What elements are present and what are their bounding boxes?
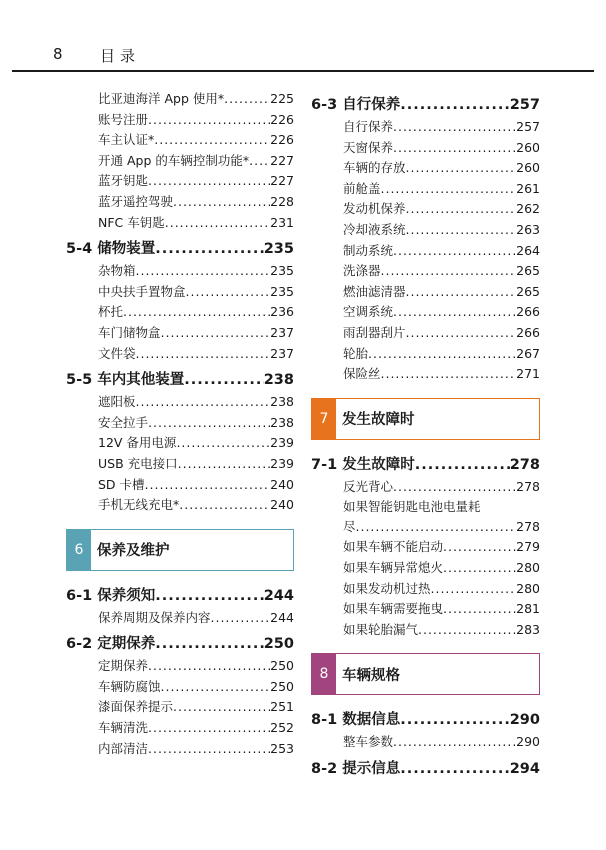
toc-entry[interactable] [66, 110, 294, 131]
chapter-number: 7 [312, 399, 336, 439]
entry-page: 264 [516, 242, 540, 258]
entry-title: 如果车辆不能启动 [343, 539, 444, 555]
toc-section[interactable] [66, 584, 294, 608]
dot-leader [184, 368, 263, 392]
toc-entry[interactable] [66, 697, 294, 718]
entry-title: 杯托 [98, 304, 124, 320]
entry-title: 制动系统 [343, 242, 394, 258]
entry-page: 236 [270, 304, 294, 320]
chapter-title: 车辆规格 [342, 667, 400, 684]
entry-page: 227 [270, 173, 294, 189]
entry-title: 燃油滤清器 [343, 283, 406, 299]
dot-leader [415, 453, 510, 477]
toc-right-column [311, 89, 540, 781]
entry-title: USB 充电接口 [98, 455, 178, 471]
entry-page: 238 [270, 394, 294, 410]
entry-page: 235 [270, 283, 294, 299]
dot-leader [211, 608, 271, 629]
entry-page: 266 [516, 304, 540, 320]
entry-page: 250 [270, 678, 294, 694]
entry-title: 发动机保养 [343, 201, 406, 217]
section-title: 6-2 定期保养 [66, 636, 156, 653]
entry-page: 231 [270, 214, 294, 230]
entry-title: 冷却液系统 [343, 221, 406, 237]
entry-title: 文件袋 [98, 345, 136, 361]
toc-entry[interactable] [66, 495, 294, 516]
entry-title: 轮胎 [343, 345, 369, 361]
entry-page: 257 [516, 119, 540, 134]
dot-leader [443, 599, 516, 620]
entry-title: 车辆防腐蚀 [98, 678, 161, 694]
dot-leader [186, 282, 271, 303]
section-page: 250 [263, 636, 294, 653]
toc-entry[interactable] [311, 220, 540, 241]
toc-entry[interactable] [311, 732, 540, 753]
entry-page: 281 [516, 601, 540, 617]
entry-page: 235 [270, 263, 294, 279]
entry-title: 前舱盖 [343, 180, 381, 196]
toc-entry[interactable] [66, 656, 294, 677]
entry-title: 车辆清洗 [98, 720, 149, 736]
chapter-title: 发生故障时 [342, 412, 415, 429]
entry-title: SD 卡槽 [98, 476, 145, 492]
entry-page: 262 [516, 201, 540, 217]
entry-page: 266 [516, 324, 540, 340]
toc-entry[interactable] [66, 130, 294, 151]
header-rule [12, 70, 594, 72]
entry-title: 遮阳板 [98, 394, 136, 410]
entry-title: 杂物箱 [98, 263, 136, 279]
entry-page: 283 [516, 621, 540, 637]
dot-leader [356, 517, 517, 537]
dot-leader [393, 117, 516, 138]
dot-leader [123, 302, 270, 323]
toc-entry[interactable] [311, 241, 540, 262]
dot-leader [155, 237, 263, 261]
entry-page: 280 [516, 559, 540, 575]
entry-title: 车门储物盒 [98, 324, 161, 340]
entry-title: 如果智能钥匙电池电量耗 [343, 499, 481, 515]
entry-title: 车辆的存放 [343, 160, 406, 176]
section-page: 244 [263, 587, 294, 604]
toc-entry[interactable] [311, 302, 540, 323]
entry-page: 253 [270, 740, 294, 756]
dot-leader [176, 433, 270, 454]
entry-page: 240 [270, 497, 294, 513]
dot-leader [178, 454, 271, 475]
toc-entry[interactable] [66, 413, 294, 434]
toc-entry[interactable] [311, 282, 540, 303]
toc-entry[interactable] [66, 302, 294, 323]
dot-leader [148, 110, 270, 131]
dot-leader [136, 344, 271, 365]
toc-entry[interactable] [311, 579, 540, 600]
entry-title: 空调系统 [343, 304, 394, 320]
entry-page: 279 [516, 539, 540, 555]
dot-leader [400, 93, 509, 117]
toc-entry[interactable] [66, 192, 294, 213]
entry-title: 手机无线充电* [98, 497, 180, 513]
toc-entry[interactable] [66, 739, 294, 760]
entry-page: 240 [270, 476, 294, 492]
toc-section[interactable] [311, 757, 540, 781]
toc-section[interactable] [66, 632, 294, 656]
entry-page: 261 [516, 180, 540, 196]
toc-entry[interactable] [311, 558, 540, 579]
section-title: 7-1 发生故障时 [311, 456, 415, 473]
dot-leader [173, 697, 270, 718]
entry-page: 267 [516, 345, 540, 361]
toc-section[interactable] [311, 708, 540, 732]
dot-leader [406, 220, 517, 241]
dot-leader [393, 138, 516, 159]
chapter-number: 8 [312, 654, 336, 694]
dot-leader [155, 632, 263, 656]
toc-entry[interactable] [311, 261, 540, 282]
section-page: 238 [263, 372, 294, 389]
dot-leader [148, 739, 270, 760]
section-page: 278 [509, 456, 540, 473]
toc-entry[interactable] [311, 158, 540, 179]
entry-page: 226 [270, 111, 294, 127]
toc-entry[interactable] [311, 364, 540, 385]
section-title: 6-3 自行保养 [311, 97, 401, 113]
dot-leader [406, 282, 517, 303]
toc-entry[interactable] [311, 344, 540, 365]
entry-page: 271 [516, 366, 540, 382]
toc-entry[interactable] [311, 117, 540, 138]
entry-page: 260 [516, 160, 540, 176]
entry-title: 整车参数 [343, 734, 394, 750]
toc-entry[interactable] [311, 620, 540, 641]
entry-page: 227 [270, 152, 294, 168]
entry-page: 239 [270, 455, 294, 471]
toc-entry[interactable] [66, 677, 294, 698]
dot-leader [145, 475, 271, 496]
section-title: 6-1 保养须知 [66, 587, 156, 604]
section-page: 257 [509, 97, 540, 113]
entry-title: 雨刮器刮片 [343, 324, 406, 340]
entry-title: 保养周期及保养内容 [98, 609, 211, 625]
chapter-title: 保养及维护 [97, 543, 170, 560]
toc-entry[interactable] [311, 138, 540, 159]
dot-leader [381, 179, 517, 200]
toc-section[interactable] [311, 93, 540, 117]
dot-leader [443, 558, 516, 579]
entry-title: 保险丝 [343, 366, 381, 382]
entry-title: 中央扶手置物盒 [98, 283, 186, 299]
dot-leader [406, 323, 517, 344]
entry-title: 定期保养 [98, 658, 149, 674]
toc-entry[interactable] [311, 497, 540, 537]
dot-leader [148, 656, 270, 677]
toc-entry[interactable] [311, 179, 540, 200]
dot-leader [406, 199, 517, 220]
entry-page: 225 [270, 91, 294, 106]
entry-title: 如果车辆需要拖曳 [343, 601, 444, 617]
entry-title-continued [343, 517, 540, 537]
dot-leader [224, 89, 270, 110]
toc-entry[interactable] [66, 344, 294, 365]
entry-title: 天窗保养 [343, 139, 394, 155]
toc-entry[interactable] [66, 89, 294, 110]
dot-leader [155, 584, 263, 608]
dot-leader [393, 732, 516, 753]
toc-entry[interactable] [66, 323, 294, 344]
entry-page: 260 [516, 139, 540, 155]
dot-leader [381, 364, 517, 385]
entry-title: 如果发动机过热 [343, 580, 431, 596]
dot-leader [443, 537, 516, 558]
chapter-banner[interactable] [311, 398, 540, 440]
entry-page: 228 [270, 193, 294, 209]
entry-title: 洗涤器 [343, 263, 381, 279]
entry-title: 开通 App 的车辆控制功能* [98, 152, 250, 168]
entry-page: 226 [270, 132, 294, 148]
section-page: 294 [509, 760, 540, 777]
page-title: 目录 [100, 47, 141, 65]
toc-entry[interactable] [311, 599, 540, 620]
dot-leader [381, 261, 517, 282]
toc-entry[interactable] [66, 213, 294, 234]
toc-entry[interactable] [66, 454, 294, 475]
toc-entry[interactable] [66, 475, 294, 496]
toc-entry[interactable] [66, 171, 294, 192]
toc-entry[interactable] [311, 477, 540, 498]
dot-leader [136, 392, 271, 413]
dot-leader [400, 708, 509, 732]
toc-entry[interactable] [66, 282, 294, 303]
entry-title: NFC 车钥匙 [98, 214, 165, 230]
dot-leader [173, 192, 270, 213]
entry-page: 265 [516, 263, 540, 279]
entry-page: 244 [270, 609, 294, 625]
toc-entry[interactable] [311, 199, 540, 220]
toc-left-column [66, 89, 294, 759]
entry-title: 蓝牙钥匙 [98, 173, 149, 189]
entry-page: 252 [270, 720, 294, 736]
entry-page: 278 [516, 478, 540, 494]
toc-entry[interactable] [66, 261, 294, 282]
entry-page: 280 [516, 580, 540, 596]
section-title: 5-5 车内其他装置 [66, 372, 185, 389]
section-title: 8-2 提示信息 [311, 760, 401, 777]
entry-page: 263 [516, 221, 540, 237]
entry-title: 账号注册 [98, 111, 149, 127]
entry-title: 12V 备用电源 [98, 435, 177, 451]
entry-page: 239 [270, 435, 294, 451]
dot-leader [249, 151, 270, 172]
toc-section[interactable] [66, 237, 294, 261]
dot-leader [368, 344, 516, 365]
entry-page: 237 [270, 345, 294, 361]
entry-title: 如果车辆异常熄火 [343, 559, 444, 575]
dot-leader [161, 323, 271, 344]
dot-leader [393, 241, 516, 262]
entry-page: 237 [270, 324, 294, 340]
entry-title: 内部清洁 [98, 740, 149, 756]
chapter-banner[interactable] [66, 529, 294, 571]
dot-leader [179, 495, 270, 516]
entry-title: 自行保养 [343, 119, 394, 134]
dot-leader [400, 757, 509, 781]
entry-title: 漆面保养提示 [98, 699, 174, 715]
dot-leader [154, 130, 270, 151]
toc-entry[interactable] [66, 608, 294, 629]
dot-leader [431, 579, 517, 600]
entry-title: 比亚迪海洋 App 使用* [98, 91, 225, 106]
section-title: 5-4 储物装置 [66, 241, 156, 258]
entry-page: 238 [270, 414, 294, 430]
toc-entry[interactable] [66, 433, 294, 454]
dot-leader [393, 477, 516, 498]
entry-page: 265 [516, 283, 540, 299]
dot-leader [148, 171, 270, 192]
entry-page: 290 [516, 734, 540, 750]
entry-page: 250 [270, 658, 294, 674]
entry-title: 蓝牙遥控驾驶 [98, 193, 174, 209]
section-page: 290 [509, 712, 540, 729]
dot-leader [165, 213, 270, 234]
toc-entry[interactable] [311, 323, 540, 344]
dot-leader [161, 677, 271, 698]
dot-leader [393, 302, 516, 323]
toc-section[interactable] [66, 368, 294, 392]
page-header [0, 0, 606, 74]
toc-entry[interactable] [311, 537, 540, 558]
chapter-banner[interactable] [311, 653, 540, 695]
section-page: 235 [263, 241, 294, 258]
entry-title-line2: 尽 [343, 519, 356, 535]
dot-leader [418, 620, 516, 641]
dot-leader [148, 413, 270, 434]
entry-page: 278 [516, 519, 540, 535]
entry-page: 251 [270, 699, 294, 715]
toc-entry[interactable] [66, 392, 294, 413]
dot-leader [136, 261, 271, 282]
dot-leader [406, 158, 517, 179]
entry-title: 安全拉手 [98, 414, 149, 430]
toc-section[interactable] [311, 453, 540, 477]
toc-entry[interactable] [66, 718, 294, 739]
page-number: 8 [53, 45, 63, 63]
entry-title: 反光背心 [343, 478, 394, 494]
dot-leader [148, 718, 270, 739]
section-title: 8-1 数据信息 [311, 712, 401, 729]
toc-entry[interactable] [66, 151, 294, 172]
entry-title: 如果轮胎漏气 [343, 621, 419, 637]
entry-title: 车主认证* [98, 132, 155, 148]
chapter-number: 6 [67, 530, 91, 570]
